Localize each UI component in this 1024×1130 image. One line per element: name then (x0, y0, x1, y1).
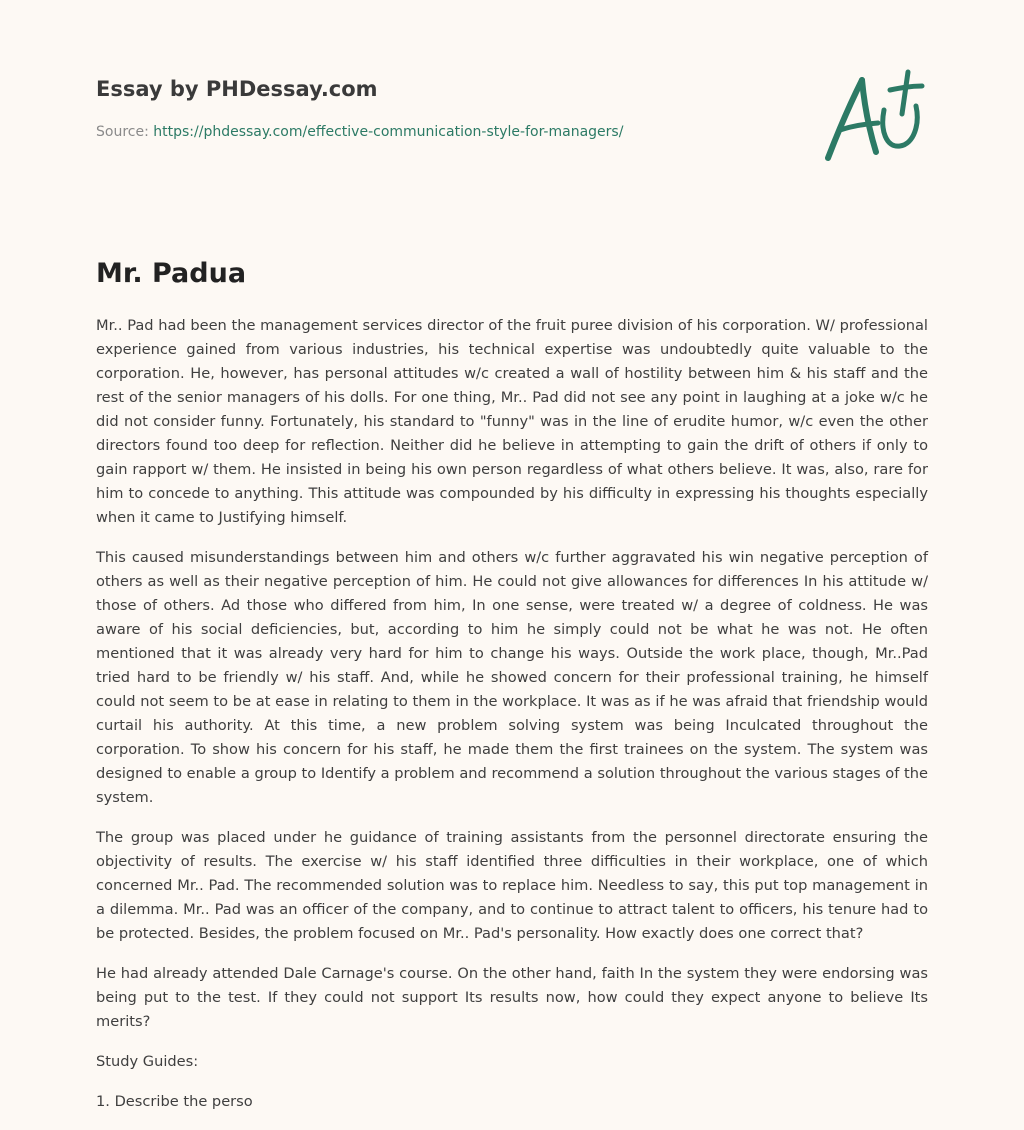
essay-paragraph: Mr.. Pad had been the management services director of the fruit puree division of his corporation. W/ professional experience gained from various industries, his technical expertise was undoubtedly quite valuable to the corporation. He, however, has personal attitudes w/c created a wall of hostility between him & his staff and the rest of the senior managers of his dolls. For one thing, Mr.. Pad did not see any point in laughing at a joke w/c he did not consider funny. Fortunately, his standard to "funny" was in the line of erudite humor, w/c even the other directors found too deep for reflection. Neither did he believe in attempting to gain the drift of others if only to gain rapport w/ them. He insisted in being his own person regardless of what others believe. It was, also, rare for him to concede to anything. This attitude was compounded by his difficulty in expressing his thoughts especially when it came to Justifying himself. (96, 317, 928, 526)
study-guide-item: 1. Describe the perso (96, 1093, 253, 1110)
source-line (96, 122, 796, 142)
source-link[interactable]: https://phdessay.com/effective-communication-style-for-managers/ (153, 124, 624, 140)
essay-header (96, 74, 796, 142)
essay-paragraph: The group was placed under he guidance of training assistants from the personnel directorate ensuring the objectivity of results. The exercise w/ his staff identified three difficulties in their workplace, one of which concerned Mr.. Pad. The recommended solution was to replace him. Needless to say, this put top management in a dilemma. Mr.. Pad was an officer of the company, and to continue to attract talent to officers, his tenure had to be protected. Besides, the problem focused on Mr.. Pad's personality. How exactly does one correct that? (96, 829, 928, 942)
a-plus-logo-icon (820, 66, 930, 166)
study-guides-heading: Study Guides: (96, 1053, 199, 1070)
essay-title: Mr. Padua (96, 258, 247, 289)
site-brand: Essay by PHDessay.com (96, 77, 378, 101)
source-label: Source: (96, 124, 154, 140)
essay-paragraph: This caused misunderstandings between him and others w/c further aggravated his win negative perception of others as well as their negative perception of him. He could not give allowances for differences In his attitude w/ those of others. Ad those who differed from him, In one sense, were treated w/ a degree of coldness. He was aware of his social deficiencies, but, according to him he simply could not be what he was not. He often mentioned that it was already very hard for him to change his ways. Outside the work place, though, Mr..Pad tried hard to be friendly w/ his staff. And, while he showed concern for their professional training, he himself could not seem to be at ease in relating to them in the workplace. It was as if he was afraid that friendship would curtail his authority. At this time, a new problem solving system was being Inculcated throughout the corporation. To show his concern for his staff, he made them the first trainees on the system. The system was designed to enable a group to Identify a problem and recommend a solution throughout the various stages of the system. (96, 549, 928, 806)
essay-body (96, 314, 928, 1130)
essay-paragraph: He had already attended Dale Carnage's course. On the other hand, faith In the system they were endorsing was being put to the test. If they could not support Its results now, how could they expect anyone to believe Its merits? (96, 965, 928, 1030)
